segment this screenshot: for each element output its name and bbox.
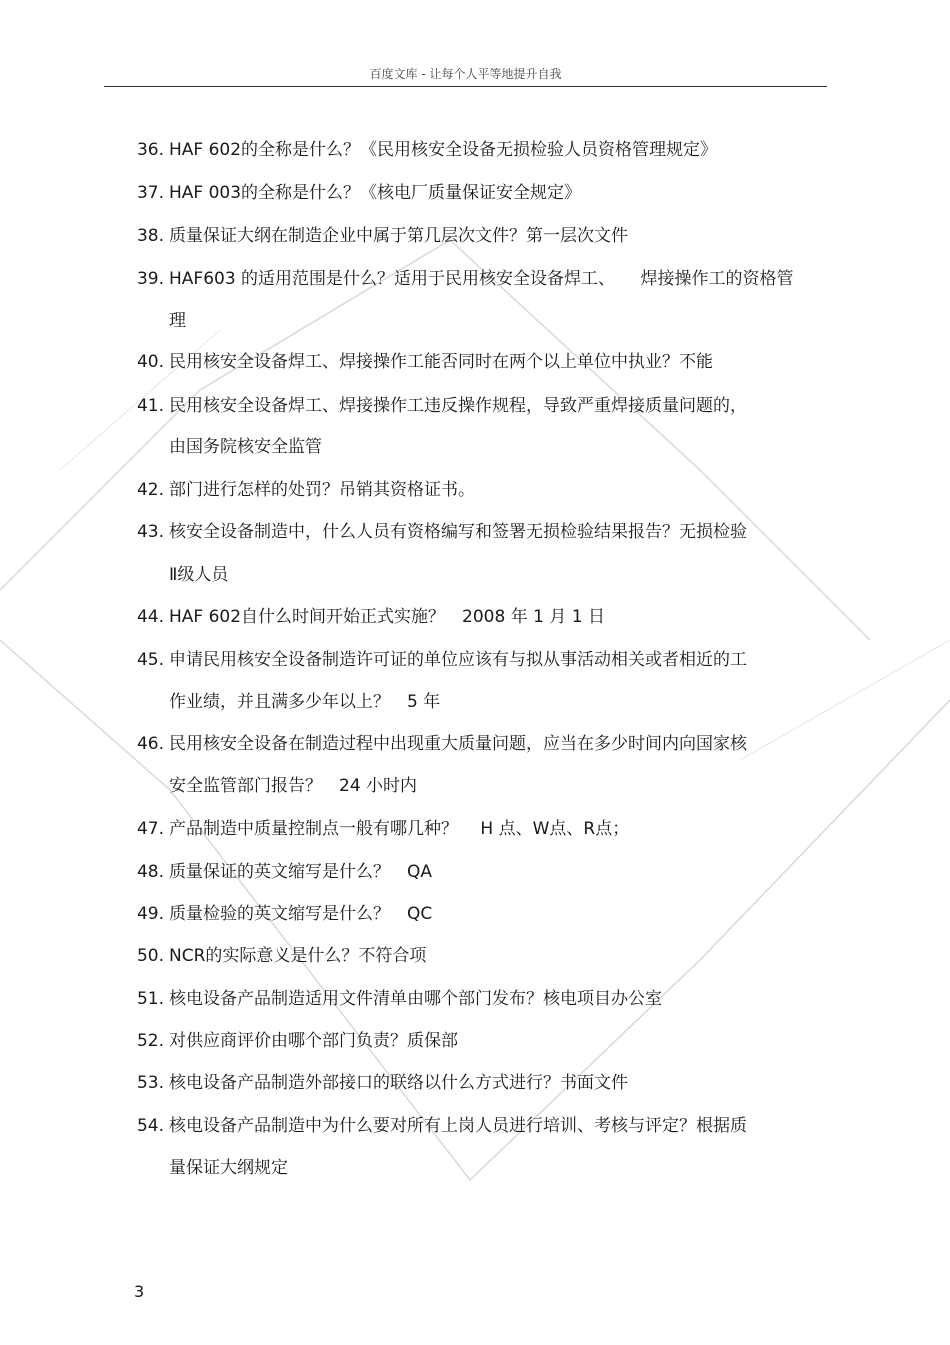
question-number: 41. xyxy=(136,396,164,416)
question-item xyxy=(130,944,426,968)
question-number: 38. xyxy=(136,226,164,246)
question-item xyxy=(130,394,747,418)
question-number: 44. xyxy=(136,607,164,627)
question-continuation: 作业绩，并且满多少年以上？ 5 年 xyxy=(169,692,441,712)
question-text: 核电设备产品制造适用文件清单由哪个部门发布？核电项目办公室 xyxy=(169,989,662,1009)
question-number: 52. xyxy=(136,1031,164,1051)
question-text: 质量检验的英文缩写是什么？ QC xyxy=(169,904,433,924)
question-text: 部门进行怎样的处罚？吊销其资格证书。 xyxy=(169,480,475,500)
question-text: 产品制造中质量控制点一般有哪几种？ H 点、W点、R点； xyxy=(169,819,630,839)
question-item xyxy=(130,267,794,291)
question-continuation: 量保证大纲规定 xyxy=(169,1158,288,1178)
question-text: HAF 602自什么时间开始正式实施？ 2008 年 1 月 1 日 xyxy=(169,607,605,627)
question-item xyxy=(130,478,475,502)
question-text: 民用核安全设备焊工、焊接操作工能否同时在两个以上单位中执业？不能 xyxy=(169,352,713,372)
question-item xyxy=(130,732,747,756)
question-continuation: Ⅱ级人员 xyxy=(169,565,229,585)
question-text: NCR的实际意义是什么？不符合项 xyxy=(169,946,427,966)
question-item xyxy=(130,1114,747,1138)
question-item xyxy=(130,1029,458,1053)
question-number: 46. xyxy=(136,734,164,754)
question-item xyxy=(130,1071,628,1095)
question-number: 51. xyxy=(136,989,164,1009)
question-item xyxy=(130,224,628,248)
question-number: 42. xyxy=(136,480,164,500)
question-number: 40. xyxy=(136,352,164,372)
question-text: 质量保证大纲在制造企业中属于第几层次文件？第一层次文件 xyxy=(169,226,628,246)
question-text: HAF 602的全称是什么？《民用核安全设备无损检验人员资格管理规定》 xyxy=(169,140,718,160)
question-text: 质量保证的英文缩写是什么？ QA xyxy=(169,862,433,882)
question-continuation: 安全监管部门报告？ 24 小时内 xyxy=(169,776,418,796)
question-text: 核电设备产品制造外部接口的联络以什么方式进行？书面文件 xyxy=(169,1073,628,1093)
question-number: 36. xyxy=(136,140,164,160)
question-text: 民用核安全设备焊工、焊接操作工违反操作规程，导致严重焊接质量问题的， xyxy=(169,396,747,416)
question-number: 45. xyxy=(136,650,164,670)
question-item xyxy=(130,648,747,672)
question-continuation: 理 xyxy=(169,311,186,331)
question-item xyxy=(130,605,605,629)
question-text: 对供应商评价由哪个部门负责？质保部 xyxy=(169,1031,458,1051)
question-number: 50. xyxy=(136,946,164,966)
question-number: 37. xyxy=(136,183,164,203)
question-text: HAF603 的适用范围是什么？适用于民用核安全设备焊工、 焊接操作工的资格管 xyxy=(169,269,794,289)
question-item xyxy=(130,987,662,1011)
question-number: 53. xyxy=(136,1073,164,1093)
question-number: 48. xyxy=(136,862,164,882)
question-item xyxy=(130,860,432,884)
question-item xyxy=(130,181,581,205)
question-text: HAF 003的全称是什么？《核电厂质量保证安全规定》 xyxy=(169,183,582,203)
question-item xyxy=(130,350,713,374)
question-number: 39. xyxy=(136,269,164,289)
question-item xyxy=(130,520,747,544)
question-number: 43. xyxy=(136,522,164,542)
question-item xyxy=(130,902,432,926)
question-number: 47. xyxy=(136,819,164,839)
question-text: 申请民用核安全设备制造许可证的单位应该有与拟从事活动相关或者相近的工 xyxy=(169,650,747,670)
question-continuation: 由国务院核安全监管 xyxy=(169,437,322,457)
question-number: 54. xyxy=(136,1116,164,1136)
page-number: 3 xyxy=(134,1282,145,1301)
question-item xyxy=(130,817,629,841)
header-text: 百度文库 - 让每个人平等地提升自我 xyxy=(369,67,562,81)
question-text: 核安全设备制造中，什么人员有资格编写和签署无损检验结果报告？无损检验 xyxy=(169,522,747,542)
question-number: 49. xyxy=(136,904,164,924)
question-text: 核电设备产品制造中为什么要对所有上岗人员进行培训、考核与评定？根据质 xyxy=(169,1116,747,1136)
question-text: 民用核安全设备在制造过程中出现重大质量问题，应当在多少时间内向国家核 xyxy=(169,734,747,754)
question-item xyxy=(130,138,717,162)
